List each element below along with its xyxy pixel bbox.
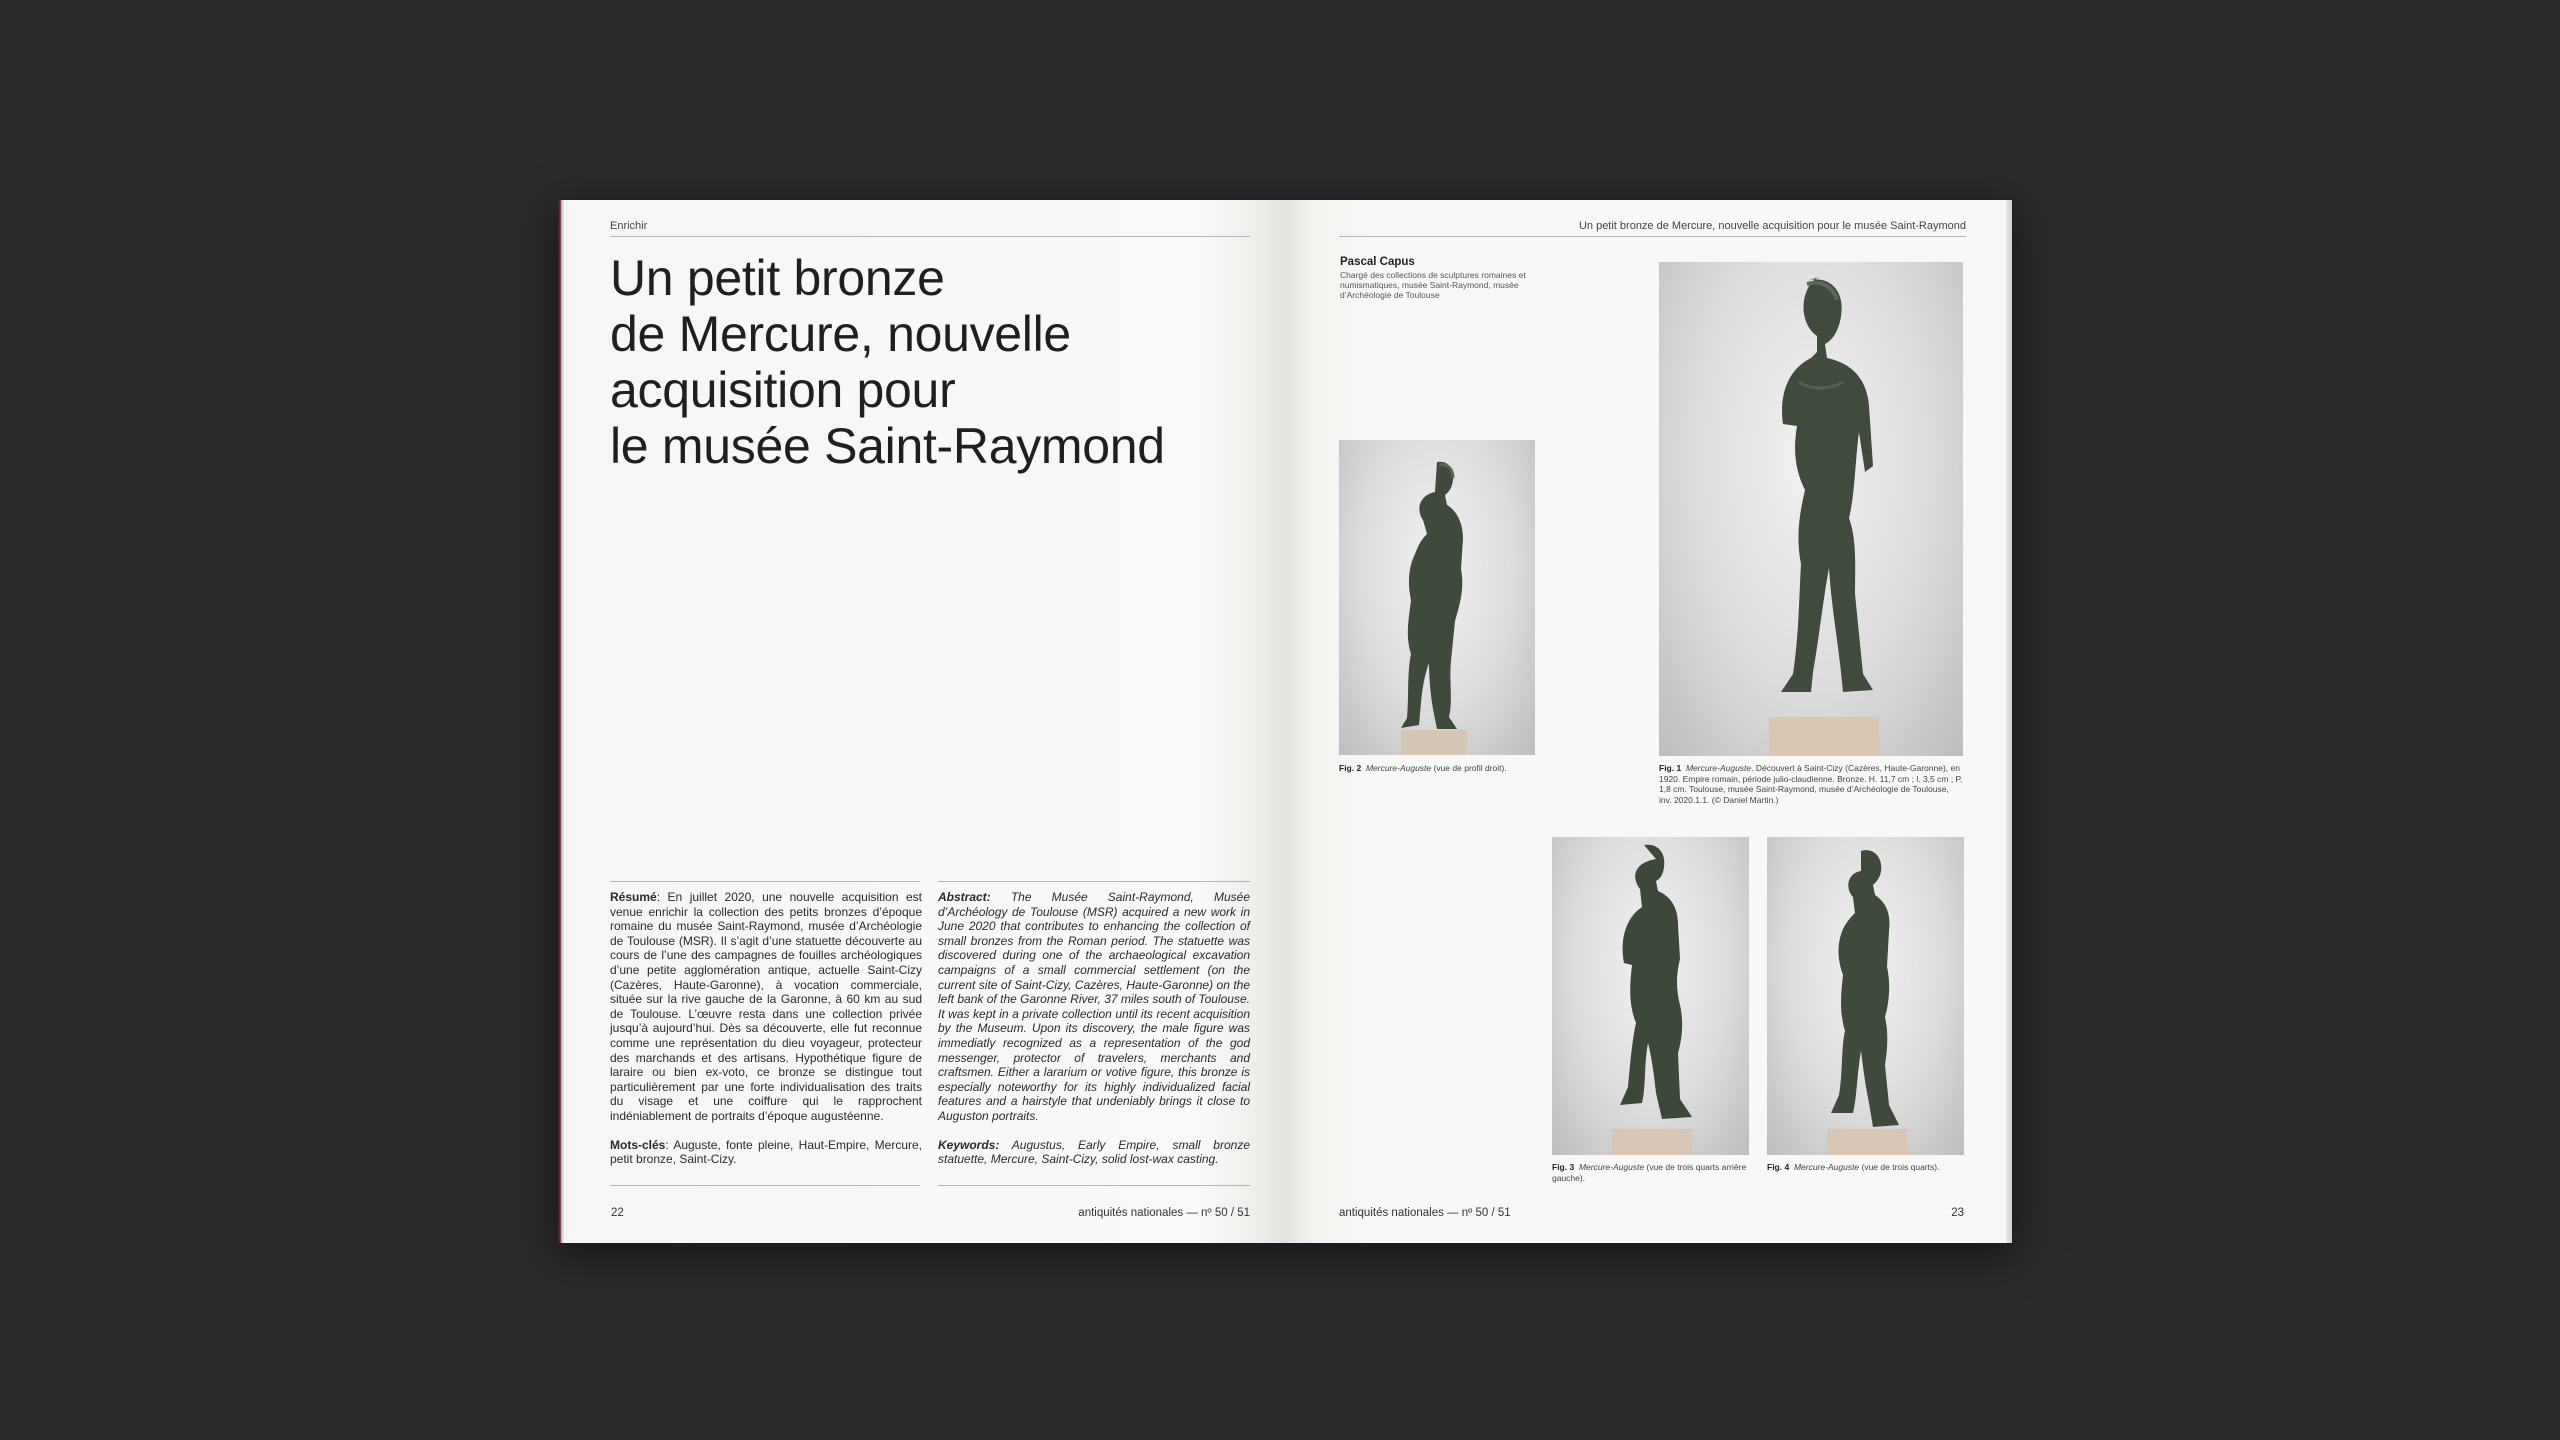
running-head-right: Un petit bronze de Mercure, nouvelle acquisition pour le musée Saint-Raymond — [1578, 220, 1966, 232]
figure-4-image — [1767, 837, 1964, 1155]
page-edge — [2006, 200, 2012, 1243]
fig3-text: (vue de trois quarts arrière gauche). — [1552, 1162, 1747, 1183]
right-page — [1287, 200, 2012, 1243]
resume-column — [610, 890, 922, 1181]
fig4-title: Mercure-Auguste — [1793, 1162, 1860, 1172]
statuette-profile-illustration — [1339, 440, 1535, 755]
article-title — [610, 250, 1260, 474]
fig2-text: (vue de profil droit). — [1431, 763, 1507, 773]
page-edge-accent — [558, 200, 564, 1243]
author-block — [1340, 256, 1540, 300]
statuette-three-quarter-illustration — [1767, 837, 1964, 1155]
statuette-front-illustration — [1659, 262, 1963, 756]
left-page — [558, 200, 1287, 1243]
abstract-text: The Musée Saint-Raymond, Musée d’Archéology de Toulouse (MSR) acquired a new work in June 2020 that contributes to enhancing the collection of small bronzes from the Roman period. The statuette was discovered during one of the archaeological excavation campaigns of a small commercial settlement (on the current site of Saint-Cizy, Cazères, Haute-Garonne) on the left bank of the Garonne River, 37 miles south of Toulouse. It was kept in a private collection until its recent acquisition by the Museum. Upon its discovery, the male figure was immediatly recognized as a representation of the god messenger, protector of travelers, merchants and craftsmen. Either a lararium or votive figure, this bronze is especially noteworthy for its highly individualized facial features and a hairstyle that undeniably brings it close to Auguston portraits. — [938, 890, 1250, 1123]
abstract-label: Abstract: — [938, 890, 991, 904]
title-line: de Mercure, nouvelle — [610, 306, 1071, 362]
running-head-left: Enrichir — [610, 220, 648, 232]
abstract-rule-top-en — [938, 881, 1250, 882]
figure-2-image — [1339, 440, 1535, 755]
author-name: Pascal Capus — [1340, 256, 1415, 268]
author-role: Chargé des collections de sculptures romaines et numismatiques, musée Saint-Raymond, musée d’Archéologie de Toulouse — [1340, 270, 1526, 300]
keywords-label: Keywords: — [938, 1137, 1000, 1152]
resume-label: Résumé — [610, 890, 657, 904]
magazine-spread — [558, 200, 2012, 1243]
page-number-left: 22 — [611, 1207, 624, 1219]
abstract-rule-bottom-en — [938, 1185, 1250, 1186]
fig1-label: Fig. 1 — [1659, 763, 1682, 773]
motscles-text: : Auguste, fonte pleine, Haut-Empire, Mercure, petit bronze, Saint-Cizy. — [610, 1137, 922, 1167]
page-number-right: 23 — [1951, 1207, 1964, 1219]
title-line: acquisition pour — [610, 362, 956, 418]
keywords-text: Augustus, Early Empire, small bronze statuette, Mercure, Saint-Cizy, solid lost-wax casting. — [938, 1137, 1250, 1167]
fig4-label: Fig. 4 — [1767, 1162, 1790, 1172]
abstract-rule-bottom-fr — [610, 1185, 920, 1186]
figure-1-caption — [1659, 763, 1963, 805]
statuette-back-three-quarter-illustration — [1552, 837, 1749, 1155]
figure-3-caption — [1552, 1162, 1749, 1183]
figure-3-image — [1552, 837, 1749, 1155]
abstract-column — [938, 890, 1250, 1181]
fig4-text: (vue de trois quarts). — [1859, 1162, 1940, 1172]
header-rule — [610, 236, 1250, 237]
title-line: le musée Saint-Raymond — [610, 418, 1165, 474]
fig2-label: Fig. 2 — [1339, 763, 1362, 773]
title-line: Un petit bronze — [610, 250, 945, 306]
journal-name-right: antiquités nationales — nº 50 / 51 — [1339, 1207, 1511, 1219]
fig2-title: Mercure-Auguste — [1365, 763, 1432, 773]
header-rule — [1339, 236, 1966, 237]
figure-2-caption — [1339, 763, 1639, 774]
fig1-title: Mercure-Auguste — [1685, 763, 1752, 773]
fig1-text: . Découvert à Saint-Cizy (Cazères, Haute-Garonne), en 1920. Empire romain, période julio-claudienne. Bronze. H. 11,7 cm ; l. 3,5 cm ; P. 1,8 cm. Toulouse, musée Saint-Raymond, musée d’Archéologie de Toulouse, inv. 2020.1.1. (© Daniel Martin.) — [1659, 763, 1963, 805]
figure-1-image — [1659, 262, 1963, 756]
motscles-label: Mots-clés — [610, 1137, 666, 1152]
resume-text: : En juillet 2020, une nouvelle acquisition est venue enrichir la collection des petits bronzes d’époque romaine du musée Saint-Raymond, musée d’Archéologie de Toulouse (MSR). Il s’agit d’une statuette découverte au cours de l’une des campagnes de fouilles archéologiques d’une petite agglomération antique, actuelle Saint-Cizy (Cazères, Haute-Garonne), à vocation commerciale, située sur la rive gauche de la Garonne, à 60 km au sud de Toulouse. L’œuvre resta dans une collection privée jusqu’à aujourd’hui. Dès sa découverte, elle fut reconnue comme une représentation du dieu voyageur, protecteur des marchands et des artisans. Hypothétique figure de laraire ou bien ex-voto, ce bronze se distingue tout particulièrement par une forte individualisation des traits du visage et une coiffure qui le rapprochent indéniablement de portraits d’époque augustéenne. — [610, 890, 922, 1123]
figure-4-caption — [1767, 1162, 1964, 1173]
journal-name-left: antiquités nationales — nº 50 / 51 — [1078, 1207, 1250, 1219]
abstract-rule-top-fr — [610, 881, 920, 882]
fig3-label: Fig. 3 — [1552, 1162, 1575, 1172]
fig3-title: Mercure-Auguste — [1578, 1162, 1645, 1172]
